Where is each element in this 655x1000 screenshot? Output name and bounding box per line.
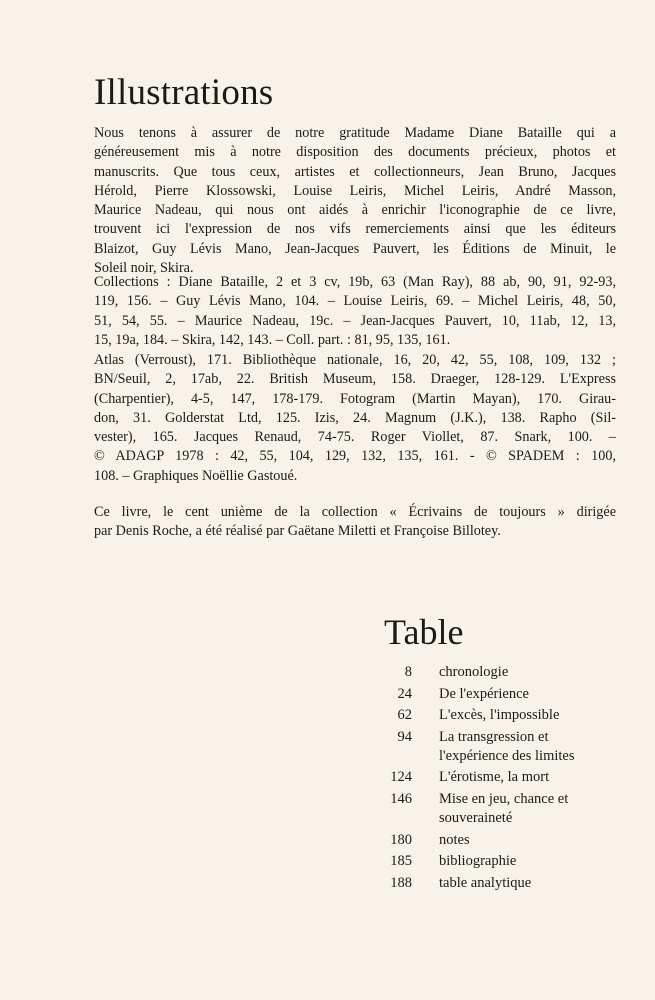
text-line: par Denis Roche, a été réalisé par Gaëtane Miletti et Françoise Billotey. [94, 523, 501, 540]
toc-chapter-title [439, 706, 634, 725]
toc-page-number: 185 [390, 853, 412, 870]
toc-page-number: 62 [397, 707, 412, 724]
text-line: Soleil noir, Skira. [94, 260, 194, 277]
toc-title-line: De l'expérience [439, 685, 529, 702]
text-line: don, 31. Golderstat Ltd, 125. Izis, 24. Magnum (J.K.), 138. Rapho (Sil- [94, 409, 616, 426]
toc-chapter-title [439, 728, 634, 766]
toc-page-number: 146 [390, 790, 412, 807]
table-of-contents [374, 663, 634, 895]
toc-title-line: souveraineté [439, 809, 513, 826]
photo-credits-paragraph [94, 351, 616, 486]
toc-entry [374, 790, 634, 828]
toc-page-number: 8 [404, 664, 412, 680]
toc-chapter-title [439, 685, 634, 704]
toc-entry [374, 831, 634, 850]
toc-chapter-title [439, 874, 634, 893]
toc-page-number: 180 [390, 831, 412, 848]
toc-title-line: notes [439, 831, 470, 848]
toc-entry [374, 685, 634, 704]
toc-entry [374, 852, 634, 871]
toc-title-line: La transgression et [439, 728, 549, 745]
toc-page-number: 94 [397, 728, 412, 745]
toc-entry [374, 874, 634, 893]
text-line: 119, 156. – Guy Lévis Mano, 104. – Louise Leiris, 69. – Michel Leiris, 48, 50, [94, 293, 616, 310]
text-line: Nous tenons à assurer de notre gratitude Madame Diane Bataille qui a [94, 125, 616, 141]
text-line: 108. – Graphiques Noëllie Gastoué. [94, 467, 298, 484]
toc-page-number: 188 [390, 874, 412, 891]
text-line: généreusement mis à notre disposition des documents précieux, photos et [94, 144, 616, 161]
text-line: trouvent ici l'expression de nos vifs remerciements ainsi que les éditeurs [94, 221, 616, 238]
illustrations-heading: Illustrations [94, 72, 274, 113]
toc-chapter-title [439, 663, 634, 682]
collections-paragraph [94, 273, 616, 350]
toc-chapter-title [439, 831, 634, 850]
text-line: © ADAGP 1978 : 42, 55, 104, 129, 132, 135, 161. - © SPADEM : 100, [94, 448, 616, 465]
toc-title-line: bibliographie [439, 853, 517, 870]
text-line: manuscrits. Que tous ceux, artistes et collectionneurs, Jean Bruno, Jacques [94, 163, 616, 180]
toc-chapter-title [439, 852, 634, 871]
text-line: vester), 165. Jacques Renaud, 74-75. Roger Viollet, 87. Snark, 100. – [94, 429, 616, 446]
text-line: 51, 54, 55. – Maurice Nadeau, 19c. – Jean-Jacques Pauvert, 10, 11ab, 12, 13, [94, 312, 616, 329]
toc-title-line: table analytique [439, 874, 532, 891]
text-line: Blaizot, Guy Lévis Mano, Jean-Jacques Pauvert, les Éditions de Minuit, le [94, 240, 616, 257]
text-line: (Charpentier), 4-5, 147, 178-179. Fotogram (Martin Mayan), 170. Girau- [94, 390, 616, 407]
toc-page-number: 24 [397, 685, 412, 702]
table-heading: Table [384, 612, 464, 652]
toc-chapter-title [439, 790, 634, 828]
text-line: Hérold, Pierre Klossowski, Louise Leiris, Michel Leiris, André Masson, [94, 182, 616, 199]
text-line: 15, 19a, 184. – Skira, 142, 143. – Coll. part. : 81, 95, 135, 161. [94, 331, 451, 348]
text-line: Collections : Diane Bataille, 2 et 3 cv, 19b, 63 (Man Ray), 88 ab, 90, 91, 92-93, [94, 274, 616, 290]
colophon-paragraph [94, 503, 616, 542]
toc-title-line: chronologie [439, 664, 509, 680]
acknowledgements-paragraph [94, 124, 616, 278]
text-line: BN/Seuil, 2, 17ab, 22. British Museum, 158. Draeger, 128-129. L'Express [94, 371, 616, 388]
toc-entry [374, 728, 634, 766]
text-line: Ce livre, le cent unième de la collection « Écrivains de toujours » dirigée [94, 504, 616, 520]
toc-title-line: L'excès, l'impossible [439, 707, 560, 724]
toc-title-line: Mise en jeu, chance et [439, 790, 569, 807]
toc-entry [374, 768, 634, 787]
text-line: Atlas (Verroust), 171. Bibliothèque nationale, 16, 20, 42, 55, 108, 109, 132 ; [94, 352, 616, 368]
toc-entry [374, 706, 634, 725]
text-line: Maurice Nadeau, qui nous ont aidés à enrichir l'iconographie de ce livre, [94, 202, 616, 219]
toc-page-number: 124 [390, 769, 412, 786]
toc-chapter-title [439, 768, 634, 787]
toc-title-line: L'érotisme, la mort [439, 769, 550, 786]
toc-title-line: l'expérience des limites [439, 747, 575, 764]
toc-entry [374, 663, 634, 682]
